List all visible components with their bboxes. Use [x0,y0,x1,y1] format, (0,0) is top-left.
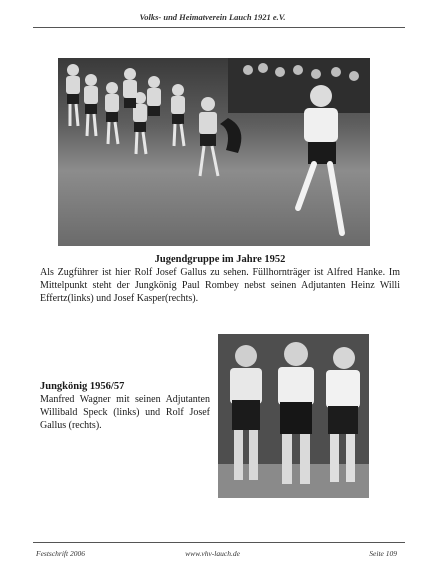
young-king-photo [218,334,369,498]
youth-group-caption [40,253,400,305]
youth-group-heading: Jugendgruppe im Jahre 1952 [154,254,286,265]
footer-rule [33,542,405,543]
youth-group-photo [58,58,370,246]
youth-group-text: Als Zugführer ist hier Rolf Josef Gallus zu sehen. Füllhornträger ist Alfred Hanke. Im Mittelpunkt steht der Jungkönig Paul Rombey nebst seinen Adjutanten Heinz Willi Effertz(links) und Josef Kasper(rechts). [40,267,400,304]
footer-page-number: Seite 109 [369,549,397,558]
footer-publication: Festschrift 2006 [36,549,85,558]
page-header: Volks- und Heimatverein Lauch 1921 e.V. [139,12,286,22]
young-king-heading: Jungkönig 1956/57 [40,381,125,392]
young-king-text: Manfred Wagner mit seinen Adjutanten Willibald Speck (links) und Rolf Josef Gallus (rechts). [40,394,210,431]
footer-website: www.vhv-lauch.de [185,549,240,558]
header-rule [33,27,405,28]
young-king-caption [40,380,210,432]
